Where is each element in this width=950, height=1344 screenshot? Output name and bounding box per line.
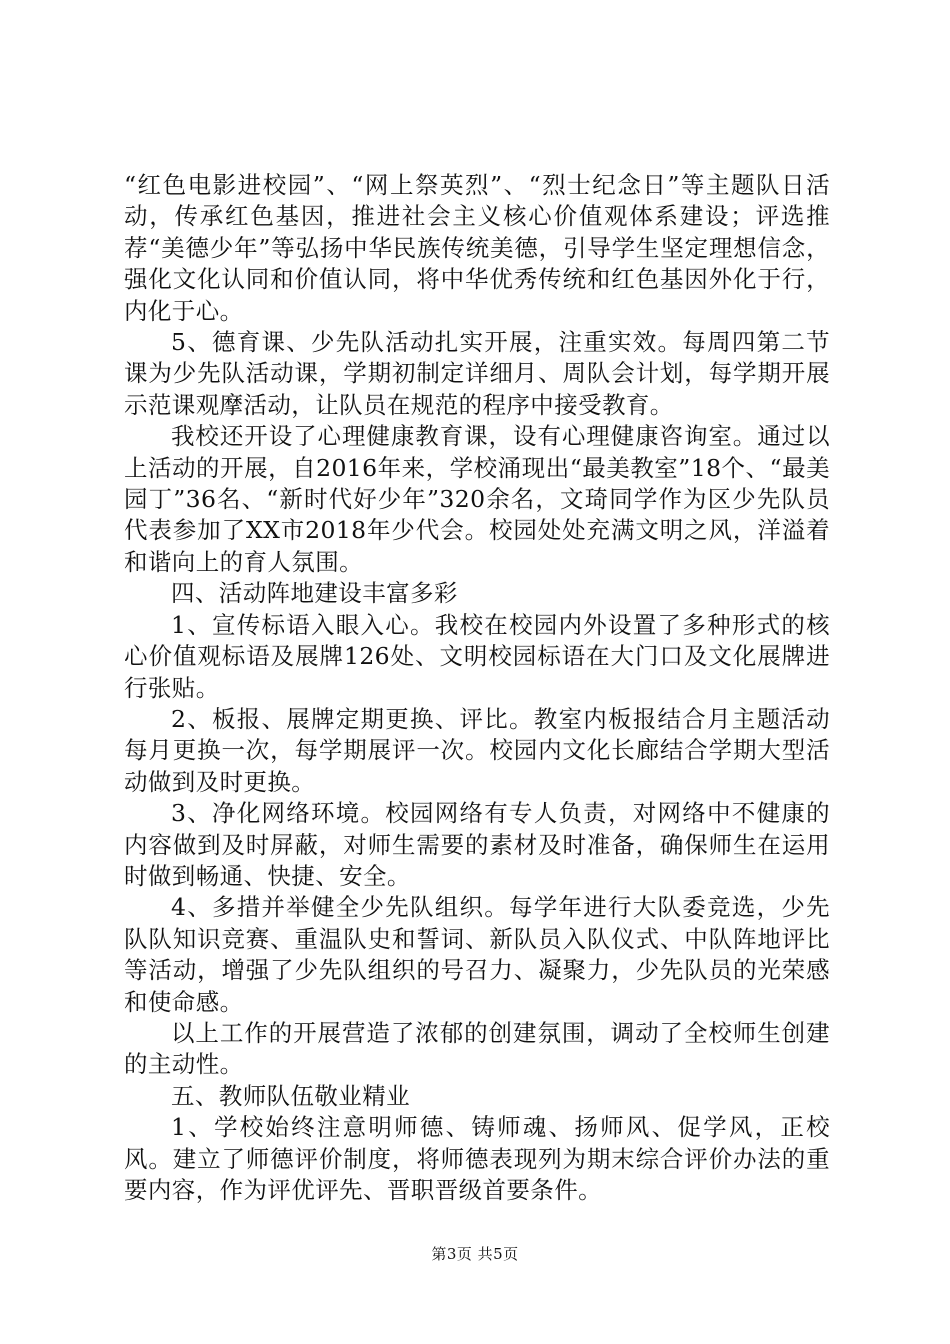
paragraph: 2、板报、展牌定期更换、评比。教室内板报结合月主题活动每月更换一次，每学期展评一次。校园内文化长廊结合学期大型活动做到及时更换。 — [124, 704, 830, 796]
paragraph: 以上工作的开展营造了浓郁的创建氛围，调动了全校师生创建的主动性。 — [124, 1018, 830, 1079]
paragraph: 我校还开设了心理健康教育课，设有心理健康咨询室。通过以上活动的开展，自2016年来，学校涌现出“最美教室”18个、“最美园丁”36名、“新时代好少年”320余名，文琦同学作为区少先队员代表参加了XX市2018年少代会。校园处处充满文明之风，洋溢着和谐向上的育人氛围。 — [124, 422, 830, 576]
paragraph: 1、宣传标语入眼入心。我校在校园内外设置了多种形式的核心价值观标语及展牌126处、文明校园标语在大门口及文化展牌进行张贴。 — [124, 610, 830, 702]
section-heading: 四、活动阵地建设丰富多彩 — [171, 579, 458, 608]
section-heading: 五、教师队伍敬业精业 — [171, 1081, 410, 1110]
paragraph: 4、多措并举健全少先队组织。每学年进行大队委竞选，少先队队知识竞赛、重温队史和誓词、新队员入队仪式、中队阵地评比等活动，增强了少先队组织的号召力、凝聚力，少先队员的光荣感和使命感。 — [124, 893, 830, 1016]
page-number-footer: 第3页 共5页 — [431, 1245, 519, 1263]
document-body — [124, 170, 830, 1206]
paragraph: 3、净化网络环境。校园网络有专人负责，对网络中不健康的内容做到及时屏蔽，对师生需要的素材及时准备，确保师生在运用时做到畅通、快捷、安全。 — [124, 799, 830, 890]
paragraph: 5、德育课、少先队活动扎实开展，注重实效。每周四第二节课为少先队活动课，学期初制定详细月、周队会计划，每学期开展示范课观摩活动，让队员在规范的程序中接受教育。 — [124, 328, 830, 419]
paragraph: 1、学校始终注意明师德、铸师魂、扬师风、促学风，正校风。建立了师德评价制度，将师德表现列为期末综合评价办法的重要内容，作为评优评先、晋职晋级首要条件。 — [124, 1113, 830, 1204]
paragraph: “红色电影进校园”、“网上祭英烈”、“烈士纪念日”等主题队日活动，传承红色基因，推进社会主义核心价值观体系建设；评选推荐“美德少年”等弘扬中华民族传统美德，引导学生坚定理想信念，强化文化认同和价值认同，将中华优秀传统和红色基因外化于行，内化于心。 — [124, 171, 830, 325]
